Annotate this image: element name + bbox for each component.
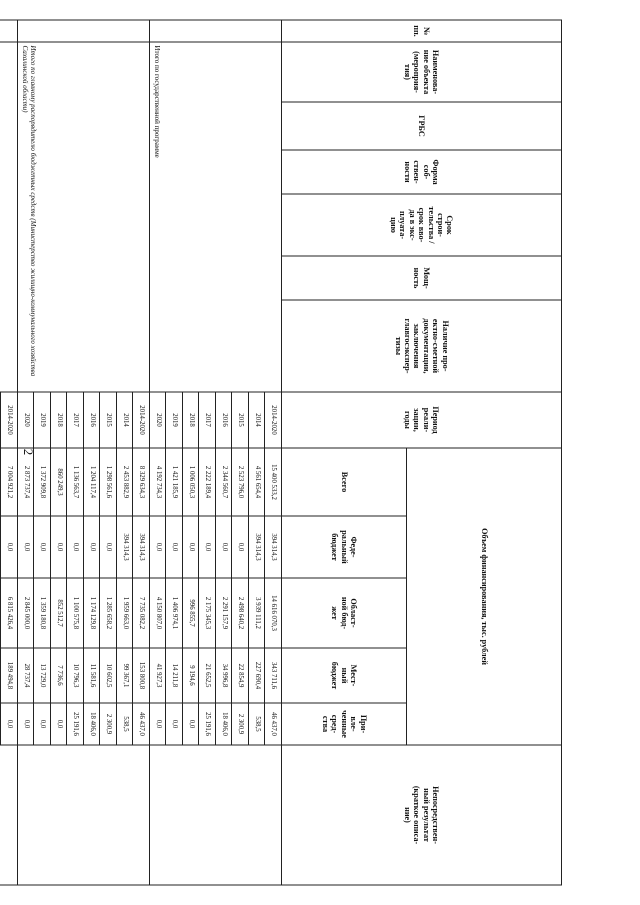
local-cell: 99 367,1: [117, 648, 134, 703]
group-label: Итого по главному распорядителю бюджетных средств (Министерство жилищно-коммунального хозяйства Сахалинской области): [18, 42, 150, 392]
period-cell: [0, 392, 1, 448]
local-cell: [0, 648, 1, 703]
extra-cell: 2 300,9: [232, 703, 249, 745]
group-label: Итого по государственной программе: [150, 42, 282, 392]
federal-cell: 0,0: [67, 516, 84, 578]
total-cell: 7 004 921,2: [1, 448, 18, 516]
local-cell: 227 690,4: [249, 648, 266, 703]
federal-cell: 0,0: [183, 516, 200, 578]
rotated-table-wrapper: [6, 20, 562, 885]
period-cell: 2020: [18, 392, 35, 448]
federal-cell: 394 314,3: [249, 516, 266, 578]
extra-cell: 0,0: [150, 703, 167, 745]
extra-cell: 25 191,6: [199, 703, 216, 745]
regional-cell: 2 291 157,9: [216, 578, 233, 648]
regional-cell: 852 512,7: [51, 578, 68, 648]
period-cell: 2018: [51, 392, 68, 448]
local-cell: 189 494,8: [1, 648, 18, 703]
regional-cell: 4 150 807,0: [150, 578, 167, 648]
regional-cell: 1 174 129,8: [84, 578, 101, 648]
extra-cell: 25 191,6: [67, 703, 84, 745]
federal-cell: 0,0: [18, 516, 35, 578]
extra-cell: 18 406,0: [216, 703, 233, 745]
local-cell: 9 194,6: [183, 648, 200, 703]
extra-cell: [0, 703, 1, 745]
total-cell: 1 136 563,7: [67, 448, 84, 516]
period-cell: 2016: [216, 392, 233, 448]
period-cell: 2014-2020: [1, 392, 18, 448]
extra-cell: 46 437,0: [265, 703, 282, 745]
federal-cell: 0,0: [51, 516, 68, 578]
regional-cell: 2 175 345,3: [199, 578, 216, 648]
local-cell: 153 800,8: [133, 648, 150, 703]
period-cell: 2019: [34, 392, 51, 448]
extra-cell: 0,0: [166, 703, 183, 745]
total-cell: 1 372 909,8: [34, 448, 51, 516]
header-total: Всего: [282, 448, 407, 516]
regional-cell: 2 498 640,2: [232, 578, 249, 648]
result-cell: [18, 745, 150, 885]
regional-cell: 3 939 111,2: [249, 578, 266, 648]
group-num-cell: [18, 20, 150, 42]
federal-cell: 394 314,3: [133, 516, 150, 578]
total-cell: 2 344 560,7: [216, 448, 233, 516]
total-cell: 1 298 561,6: [100, 448, 117, 516]
local-cell: 13 729,0: [34, 648, 51, 703]
local-cell: 11 581,6: [84, 648, 101, 703]
total-cell: 1 204 117,4: [84, 448, 101, 516]
period-cell: 2015: [100, 392, 117, 448]
header-capacity: Мощ- ность: [282, 256, 562, 300]
federal-cell: 0,0: [199, 516, 216, 578]
table-row: [1, 20, 18, 885]
header-term: Срок строи- тельства / срок вво- да в экс- плуата- цию: [282, 194, 562, 256]
total-cell: 4 192 734,3: [150, 448, 167, 516]
period-cell: 2019: [166, 392, 183, 448]
federal-cell: 0,0: [150, 516, 167, 578]
period-cell: 2014: [249, 392, 266, 448]
local-cell: 343 711,6: [265, 648, 282, 703]
extra-cell: 0,0: [1, 703, 18, 745]
period-cell: 2016: [84, 392, 101, 448]
regional-cell: 1 406 974,1: [166, 578, 183, 648]
local-cell: 10 796,3: [67, 648, 84, 703]
extra-cell: 0,0: [183, 703, 200, 745]
group-label: [0, 42, 18, 392]
header-result: Непосредствен- ный результат (краткое описа- ние): [282, 745, 562, 885]
regional-cell: 1 285 658,2: [100, 578, 117, 648]
header-funding: Объем финансирования, тыс. рублей: [407, 448, 562, 745]
regional-cell: 996 855,7: [183, 578, 200, 648]
header-extra: При- вле- ченные сред- ства: [282, 703, 407, 745]
period-cell: 2014-2020: [133, 392, 150, 448]
federal-cell: 0,0: [232, 516, 249, 578]
regional-cell: 1 959 663,0: [117, 578, 134, 648]
federal-cell: 0,0: [166, 516, 183, 578]
group-num-cell: [150, 20, 282, 42]
header-regional: Област- ной бюд- жет: [282, 578, 407, 648]
regional-cell: [0, 578, 1, 648]
header-grbs: ГРБС: [282, 102, 562, 150]
federal-cell: 0,0: [1, 516, 18, 578]
federal-cell: 394 314,3: [117, 516, 134, 578]
total-cell: 1 421 185,9: [166, 448, 183, 516]
regional-cell: 2 845 000,0: [18, 578, 35, 648]
header-federal: Феде- ральный бюджет: [282, 516, 407, 578]
local-cell: 21 652,5: [199, 648, 216, 703]
period-cell: 2015: [232, 392, 249, 448]
local-cell: 22 854,9: [232, 648, 249, 703]
regional-cell: 1 359 180,8: [34, 578, 51, 648]
federal-cell: [0, 516, 1, 578]
period-cell: 2020: [150, 392, 167, 448]
regional-cell: 6 815 426,4: [1, 578, 18, 648]
federal-cell: 0,0: [34, 516, 51, 578]
total-cell: 4 561 654,4: [249, 448, 266, 516]
extra-cell: 538,5: [117, 703, 134, 745]
total-cell: 2 453 882,9: [117, 448, 134, 516]
extra-cell: 538,5: [249, 703, 266, 745]
header-num: № пп.: [282, 20, 562, 42]
header-ownership: Форма соб- ствен- ности: [282, 150, 562, 194]
local-cell: 14 211,8: [166, 648, 183, 703]
header-name: Наименова- ние объекта (мероприя- тия): [282, 42, 562, 102]
period-cell: 2018: [183, 392, 200, 448]
local-cell: 34 996,8: [216, 648, 233, 703]
local-cell: 10 602,5: [100, 648, 117, 703]
federal-cell: 0,0: [100, 516, 117, 578]
extra-cell: 0,0: [18, 703, 35, 745]
extra-cell: 2 300,9: [100, 703, 117, 745]
total-cell: 1 006 050,3: [183, 448, 200, 516]
total-cell: 860 249,3: [51, 448, 68, 516]
regional-cell: 1 100 575,8: [67, 578, 84, 648]
header-local: Мест- ный бюджет: [282, 648, 407, 703]
local-cell: 41 927,3: [150, 648, 167, 703]
result-cell: [150, 745, 282, 885]
page-number: 2: [21, 448, 36, 456]
total-cell: 2 222 189,4: [199, 448, 216, 516]
funding-table: [0, 20, 562, 886]
period-cell: 2014: [117, 392, 134, 448]
federal-cell: 0,0: [216, 516, 233, 578]
header-docs: Наличие про- ектно-сметной документации, заключения главгосэкспер- тизы: [282, 300, 562, 392]
total-cell: 15 400 533,2: [265, 448, 282, 516]
table-body: [0, 20, 282, 885]
regional-cell: 7 735 082,2: [133, 578, 150, 648]
local-cell: 28 737,4: [18, 648, 35, 703]
extra-cell: 18 406,0: [84, 703, 101, 745]
header-period: Период реали- зации, годы: [282, 392, 562, 448]
federal-cell: 394 314,3: [265, 516, 282, 578]
regional-cell: 14 616 070,3: [265, 578, 282, 648]
total-cell: 2 523 796,0: [232, 448, 249, 516]
total-cell: 2 873 737,4: [18, 448, 35, 516]
table-row: [133, 20, 150, 885]
period-cell: 2017: [67, 392, 84, 448]
total-cell: [0, 448, 1, 516]
extra-cell: 46 437,0: [133, 703, 150, 745]
period-cell: 2017: [199, 392, 216, 448]
extra-cell: 0,0: [51, 703, 68, 745]
total-cell: 8 329 634,3: [133, 448, 150, 516]
result-cell: [0, 745, 18, 885]
group-num-cell: [0, 20, 18, 42]
extra-cell: 0,0: [34, 703, 51, 745]
period-cell: 2014-2020: [265, 392, 282, 448]
local-cell: 7 736,6: [51, 648, 68, 703]
federal-cell: 0,0: [84, 516, 101, 578]
table-row: [265, 20, 282, 885]
